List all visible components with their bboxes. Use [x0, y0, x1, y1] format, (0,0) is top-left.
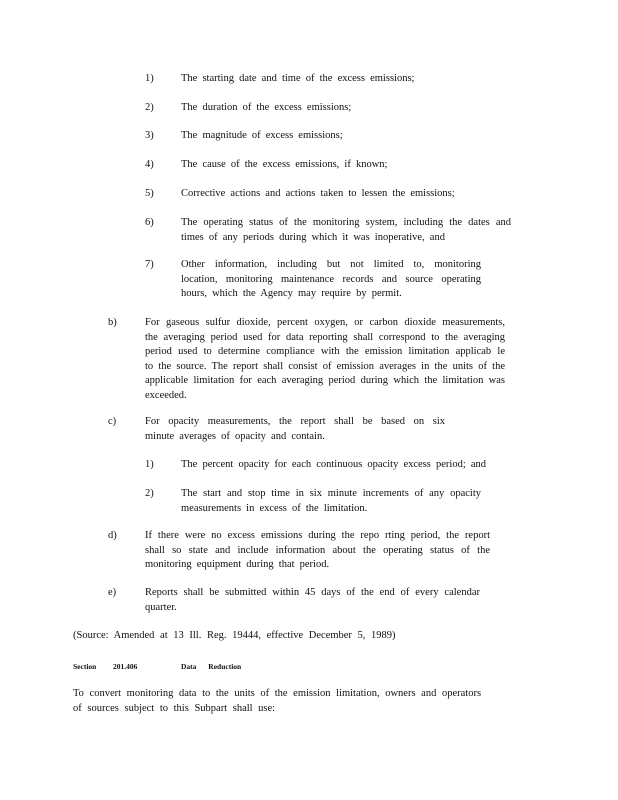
item-number: 6)	[145, 217, 154, 228]
paragraph-text: For opacity measurements, the report shall be based on six minute averages of opacity and contain.	[145, 416, 445, 442]
item-text: The starting date and time of the excess emissions;	[181, 73, 415, 84]
item-text: The magnitude of excess emissions;	[181, 130, 343, 141]
item-number: 4)	[145, 159, 154, 170]
paragraph-text: Reports shall be submitted within 45 days of the end of every calendar quarter.	[145, 587, 480, 613]
item-number: 2)	[145, 102, 154, 113]
item-text: The cause of the excess emissions, if known;	[181, 159, 388, 170]
source-note: (Source: Amended at 13 Ill. Reg. 19444, effective December 5, 1989)	[73, 630, 396, 641]
item-text: The operating status of the monitoring system, including the dates and times of any periods during which it was inoperative, and	[181, 217, 511, 243]
item-number: 1)	[145, 73, 154, 84]
item-text: The start and stop time in six minute increments of any opacity measurements in excess of the limitation.	[181, 488, 481, 514]
section-title: Data Reduction	[181, 662, 242, 671]
item-number: 3)	[145, 130, 154, 141]
closing-paragraph: To convert monitoring data to the units of the emission limitation, owners and operators of sources subject to this Subpart shall use:	[73, 688, 482, 714]
item-text: Other information, including but not limited to, monitoring location, monitoring maintenance records and source operating hours, which the Agency may require by permit.	[181, 259, 481, 299]
paragraph-text: If there were no excess emissions during the repo rting period, the report shall so state and include information about the operating status of the monitoring equipment during that period.	[145, 530, 490, 570]
item-text: The duration of the excess emissions;	[181, 102, 352, 113]
item-number: 2)	[145, 488, 154, 499]
paragraph-letter: d)	[108, 530, 117, 541]
section-label: Section	[73, 662, 97, 671]
paragraph-letter: b)	[108, 317, 117, 328]
paragraph-text: For gaseous sulfur dioxide, percent oxygen, or carbon dioxide measurements, the averaging period used for data reporting shall correspond to the averaging period used to determine compliance with the emission limitation applicab le to the source. The report shall consist of emission averages in the units of the applicable limitation for each averaging period during which the limitation was exceeded.	[145, 317, 505, 401]
paragraph-letter: c)	[108, 416, 117, 427]
item-text: Corrective actions and actions taken to lessen the emissions;	[181, 188, 455, 199]
paragraph-letter: e)	[108, 587, 117, 598]
item-number: 7)	[145, 259, 154, 270]
item-text: The percent opacity for each continuous opacity excess period; and	[181, 459, 487, 470]
section-number: 201.406	[113, 662, 138, 671]
item-number: 1)	[145, 459, 154, 470]
item-number: 5)	[145, 188, 154, 199]
